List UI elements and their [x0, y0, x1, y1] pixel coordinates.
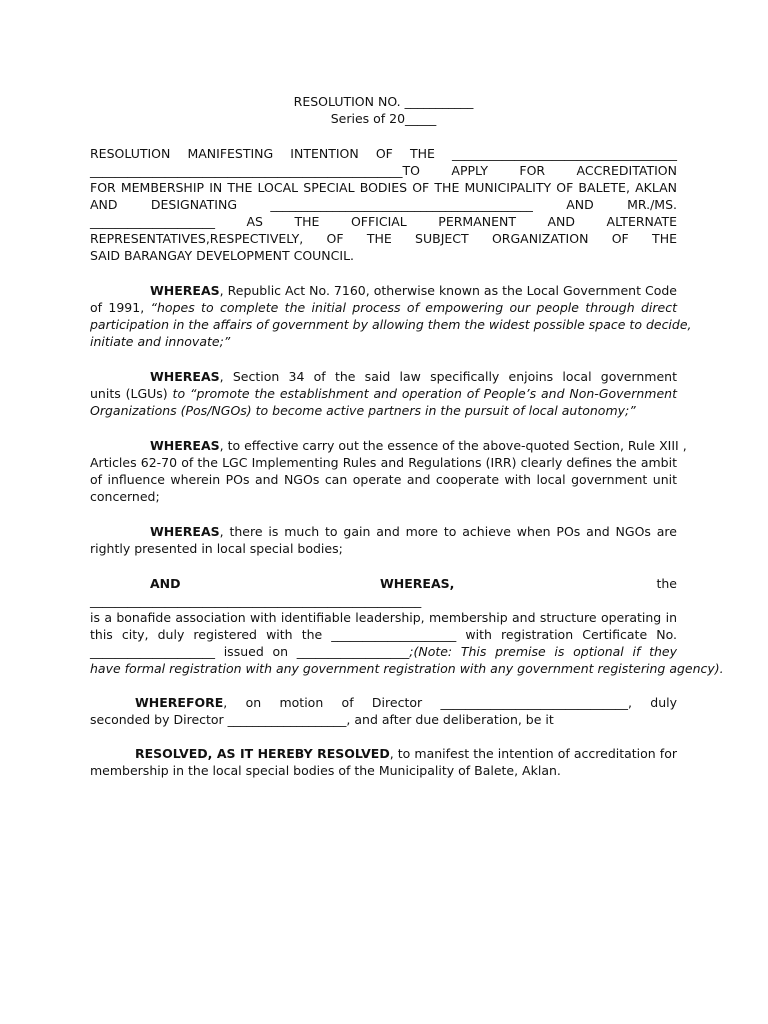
whereas-3-line-2: Articles 62-70 of the LGC Implementing Rules and Regulations (IRR) clearly defines the ambit — [90, 455, 677, 470]
whereas-4-line-1: WHEREAS, there is much to gain and more to achieve when POs and NGOs are — [150, 524, 677, 539]
and-whereas-line-4: ____________________ issued on __________________;(Note: This premise is optional if they — [90, 644, 677, 659]
title-line-1: RESOLUTION MANIFESTING INTENTION OF THE ____________________________________ — [90, 146, 677, 161]
resolved-label: RESOLVED, AS IT HEREBY RESOLVED — [135, 746, 390, 761]
title-line-7: SAID BARANGAY DEVELOPMENT COUNCIL. — [90, 248, 355, 263]
and-whereas-line-3: this city, duly registered with the ____________________ with registration Certificate No. — [90, 627, 677, 642]
wherefore-label: WHEREFORE — [135, 695, 224, 710]
whereas-label: WHEREAS, — [380, 576, 455, 591]
whereas-3-line-3: of influence wherein POs and NGOs can operate and cooperate with local government unit — [90, 472, 677, 487]
whereas-1-line-1: WHEREAS, Republic Act No. 7160, otherwise known as the Local Government Code — [150, 283, 677, 298]
title-line-5: ____________________ AS THE OFFICIAL PERMANENT AND ALTERNATE — [90, 214, 677, 229]
and-whereas-line-5: have formal registration with any government registration with any government registering agency). — [90, 661, 724, 676]
and-label: AND — [150, 576, 181, 591]
whereas-1-line-2: of 1991, “hopes to complete the initial process of empowering our people through direct — [90, 300, 678, 315]
whereas-2-line-1: WHEREAS, Section 34 of the said law specifically enjoins local government — [150, 369, 677, 384]
whereas-label: WHEREAS — [150, 438, 220, 453]
resolved-line-2: membership in the local special bodies of the Municipality of Balete, Aklan. — [90, 763, 561, 778]
title-line-2: __________________________________________________TO APPLY FOR ACCREDITATION — [90, 163, 677, 178]
whereas-4-line-2: rightly presented in local special bodies; — [90, 541, 343, 556]
whereas-label: WHEREAS — [150, 369, 220, 384]
resolved-line-1: RESOLVED, AS IT HEREBY RESOLVED, to manifest the intention of accreditation for — [135, 746, 677, 761]
title-line-6: REPRESENTATIVES,RESPECTIVELY, OF THE SUBJECT ORGANIZATION OF THE — [90, 231, 677, 246]
resolution-number: RESOLUTION NO. ___________ — [293, 94, 474, 109]
whereas-3-line-4: concerned; — [90, 489, 160, 504]
whereas-2-line-3: Organizations (Pos/NGOs) to become active partners in the pursuit of local autonomy;” — [90, 403, 636, 418]
the-label: the — [656, 576, 677, 591]
organization-name-blank: _____________________________________________________ — [90, 593, 422, 608]
whereas-1-line-4: initiate and innovate;” — [90, 334, 231, 349]
whereas-label: WHEREAS — [150, 524, 220, 539]
whereas-1-line-3: participation in the affairs of government by allowing them the widest possible space to decide, — [90, 317, 692, 332]
wherefore-line-2: seconded by Director ___________________, and after due deliberation, be it — [90, 712, 554, 727]
title-line-4: AND DESIGNATING __________________________________________ AND MR./MS. — [90, 197, 677, 212]
resolution-series: Series of 20_____ — [330, 111, 437, 126]
whereas-3-line-1: WHEREAS, to effective carry out the essence of the above-quoted Section, Rule XIII , — [150, 438, 687, 453]
wherefore-line-1: WHEREFORE, on motion of Director ______________________________, duly — [135, 695, 677, 710]
whereas-label: WHEREAS — [150, 283, 220, 298]
whereas-2-line-2: units (LGUs) to “promote the establishment and operation of People’s and Non-Government — [90, 386, 677, 401]
optional-note: ;(Note: This premise is optional if they — [409, 644, 677, 659]
and-whereas-line-2: is a bonafide association with identifiable leadership, membership and structure operating in — [90, 610, 677, 625]
title-line-3: FOR MEMBERSHIP IN THE LOCAL SPECIAL BODIES OF THE MUNICIPALITY OF BALETE, AKLAN — [90, 180, 677, 195]
